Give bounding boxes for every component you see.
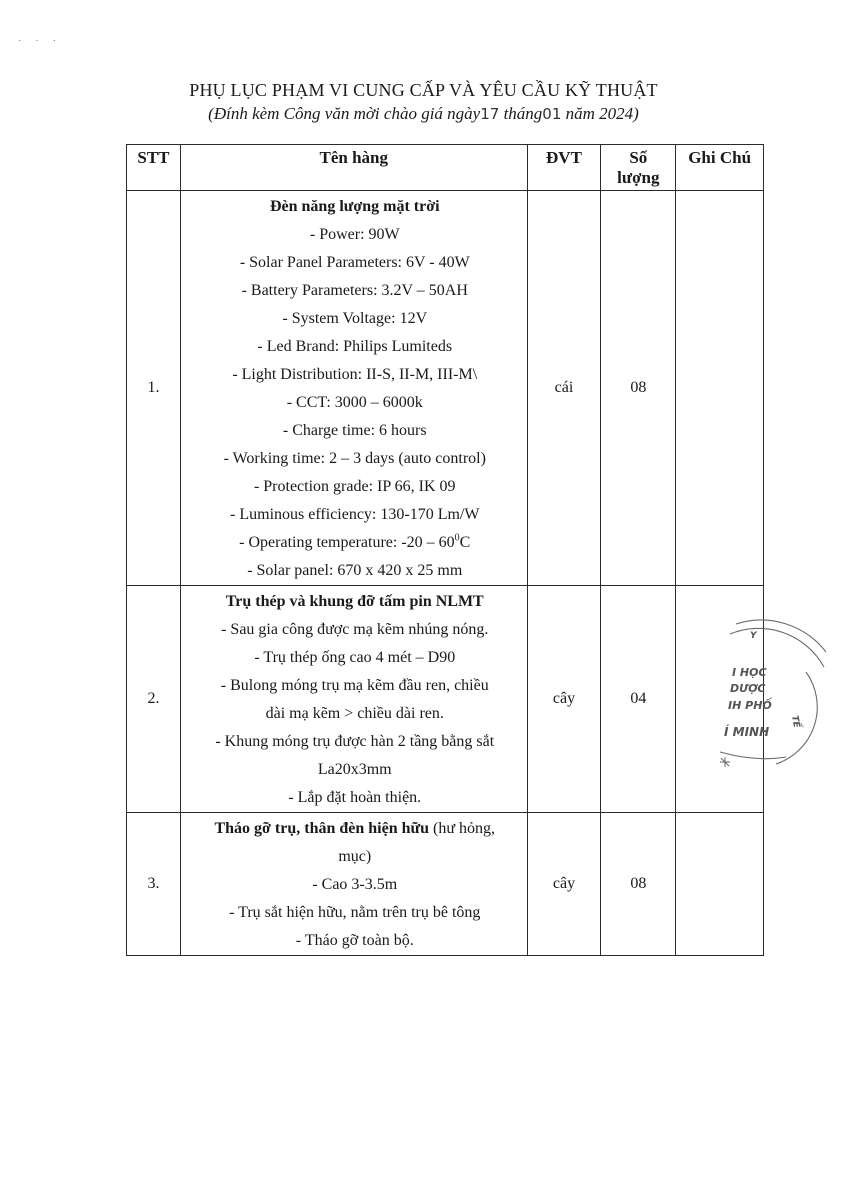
spec-line: - Lắp đặt hoàn thiện. — [288, 789, 422, 806]
stamp-text: I HỌC — [732, 666, 767, 679]
item-title: Tháo gỡ trụ, thân đèn hiện hữu — [214, 820, 430, 837]
row-stt: 2. — [127, 586, 181, 813]
table-row — [127, 586, 764, 813]
row-stt: 1. — [127, 191, 181, 586]
stamp-text: TẾ — [789, 714, 802, 729]
spec-line: - CCT: 3000 – 6000k — [286, 394, 423, 411]
spec-line: - Khung móng trụ được hàn 2 tầng bằng sắt — [215, 733, 495, 750]
handwritten-month: 01 — [542, 105, 562, 123]
row-qty: 08 — [601, 191, 676, 586]
item-title: Đèn năng lượng mặt trời — [269, 198, 440, 215]
spec-line-temperature — [187, 529, 523, 557]
temp-text: - Operating temperature: -20 – 60 — [239, 534, 455, 551]
item-title: Trụ thép và khung đỡ tấm pin NLMT — [225, 593, 484, 610]
header-qty — [601, 145, 676, 191]
spec-line: - Luminous efficiency: 130-170 Lm/W — [230, 506, 480, 523]
official-stamp — [716, 612, 826, 780]
header-qty-line2: lượng — [617, 168, 660, 187]
table-row — [127, 191, 764, 586]
specification-table — [126, 144, 764, 956]
spec-line: - Power: 90W — [309, 226, 400, 243]
spec-line: - Trụ thép ống cao 4 mét – D90 — [254, 649, 456, 666]
row-unit: cây — [527, 813, 601, 956]
spec-line: - Protection grade: IP 66, IK 09 — [253, 478, 456, 495]
table-header-row — [127, 145, 764, 191]
spec-line: dài mạ kẽm > chiều dài ren. — [265, 705, 444, 722]
temp-unit: C — [459, 534, 471, 551]
spec-line: - Tháo gỡ toàn bộ. — [295, 932, 414, 949]
stamp-text: Í MINH — [724, 725, 770, 739]
subtitle-prefix: (Đính kèm Công văn mời chào giá ngày — [208, 104, 481, 123]
spec-line: mục) — [338, 848, 372, 865]
row-unit: cây — [527, 586, 601, 813]
document-subtitle — [0, 104, 847, 124]
stamp-star-icon — [720, 757, 730, 767]
spec-line: - Working time: 2 – 3 days (auto control) — [223, 450, 486, 467]
subtitle-mid: tháng — [499, 104, 543, 123]
spec-line: - Battery Parameters: 3.2V – 50AH — [241, 282, 468, 299]
stamp-text: IH PHỐ — [728, 699, 772, 712]
item-title-suffix: (hư hỏng, — [429, 820, 496, 837]
header-qty-line1: Số — [629, 148, 648, 167]
spec-line: - Sau gia công được mạ kẽm nhúng nóng. — [221, 621, 489, 638]
spec-line: - Cao 3-3.5m — [312, 876, 398, 893]
stamp-bottom-arc — [720, 752, 786, 759]
spec-line: - Charge time: 6 hours — [282, 422, 427, 439]
spec-line: - Led Brand: Philips Lumiteds — [257, 338, 453, 355]
row-stt: 3. — [127, 813, 181, 956]
row-note — [676, 191, 764, 586]
spec-line: - Bulong móng trụ mạ kẽm đầu ren, chiều — [220, 677, 489, 694]
temp-degree: 0 — [454, 532, 460, 544]
row-qty: 08 — [601, 813, 676, 956]
spec-line: - Light Distribution: II-S, II-M, III-M\ — [232, 366, 478, 383]
header-note: Ghi Chú — [676, 145, 764, 191]
table-row — [127, 813, 764, 956]
stamp-text: Y — [750, 631, 757, 641]
row-description — [180, 813, 527, 956]
spec-line: - Solar panel: 670 x 420 x 25 mm — [247, 562, 463, 579]
subtitle-suffix: năm 2024) — [561, 104, 639, 123]
stamp-inner-ring-arc — [730, 628, 824, 667]
row-unit: cái — [527, 191, 601, 586]
header-stt: STT — [127, 145, 181, 191]
item-title-line — [187, 815, 523, 843]
stamp-text: DƯỢC — [730, 682, 766, 695]
spec-line: - Trụ sắt hiện hữu, nằm trên trụ bê tông — [229, 904, 481, 921]
scan-artifact: · · · — [18, 36, 62, 47]
header-name: Tên hàng — [180, 145, 527, 191]
row-description — [180, 191, 527, 586]
handwritten-day: 17 — [480, 105, 500, 123]
spec-line: - Solar Panel Parameters: 6V - 40W — [239, 254, 470, 271]
spec-line: - System Voltage: 12V — [282, 310, 428, 327]
row-qty: 04 — [601, 586, 676, 813]
row-description — [180, 586, 527, 813]
header-unit: ĐVT — [527, 145, 601, 191]
spec-line: La20x3mm — [317, 761, 392, 778]
row-note — [676, 813, 764, 956]
document-title: PHỤ LỤC PHẠM VI CUNG CẤP VÀ YÊU CẦU KỸ THUẬT — [189, 80, 658, 100]
